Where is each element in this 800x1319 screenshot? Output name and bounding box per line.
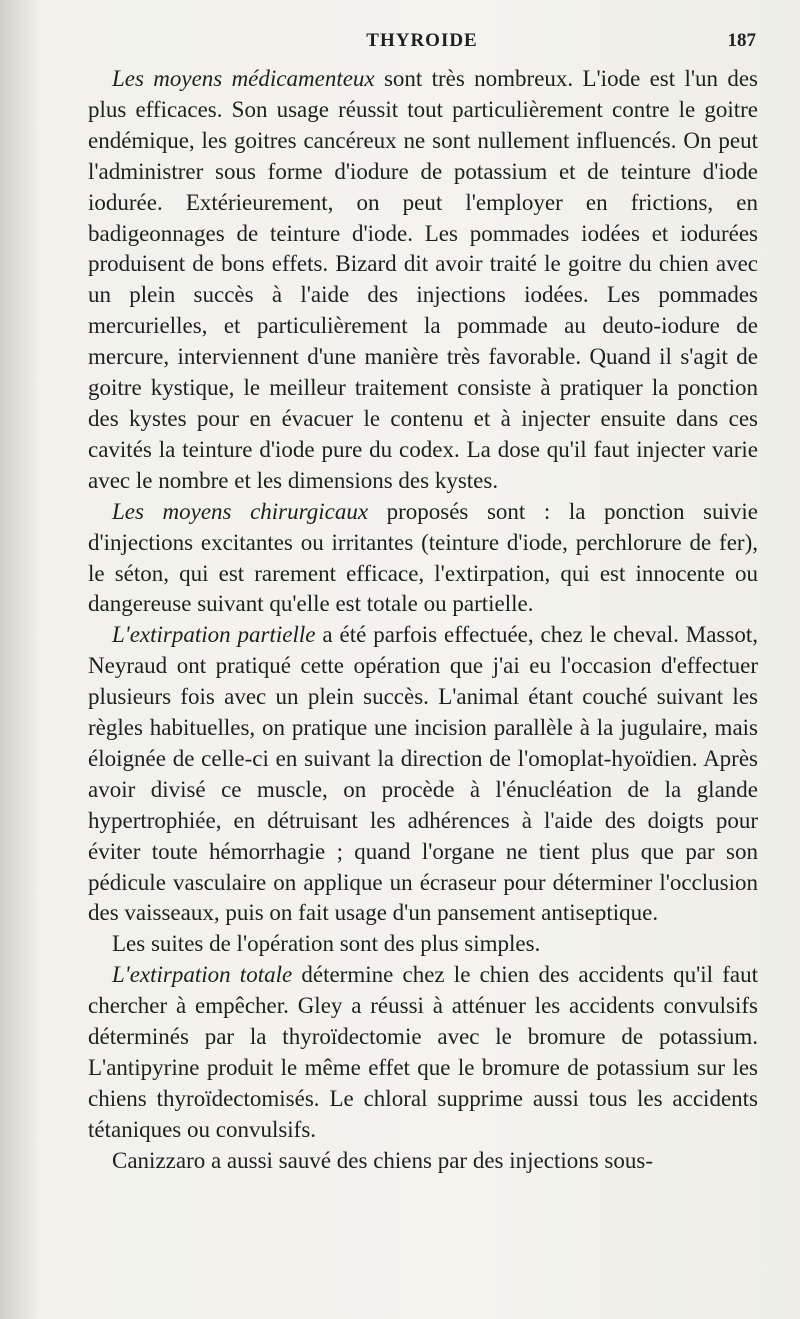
page-number: 187 — [727, 30, 756, 51]
paragraph-lead: L'extirpation partielle — [112, 622, 316, 648]
page-header — [88, 30, 756, 56]
paragraph-moyens-medicamenteux — [88, 64, 758, 497]
paragraph-suites-operation — [88, 929, 758, 960]
paragraph-text: a été parfois effectuée, chez le cheval. Massot, Neyraud ont pratiqué cette opération que j'ai eu l'occasion d'effectuer plusieurs fois avec un plein succès. L'animal étant couché suivant les règles habituelles, on pratique une incision parallèle à la jugulaire, mais éloignée de celle-ci en suivant la direction de l'omoplat-hyoïdien. Après avoir divisé ce muscle, on procède à l'énucléation de la glande hypertrophiée, en détruisant les adhérences à l'aide des doigts pour éviter toute hémorrhagie ; quand l'organe ne tient plus que par son pédicule vasculaire on applique un écraseur pour déterminer l'occlusion des vaisseaux, puis on fait usage d'un pansement antiseptique. — [88, 622, 758, 926]
paragraph-lead: Les moyens médicamenteux — [112, 66, 375, 91]
paragraph-text: Les suites de l'opération sont des plus simples. — [112, 931, 541, 957]
paragraph-extirpation-totale — [88, 960, 758, 1145]
running-title: THYROIDE — [366, 30, 478, 51]
paragraph-moyens-chirurgicaux — [88, 497, 758, 621]
paragraph-text: proposés sont : la ponction suivie d'injections excitantes ou irritantes (teinture d'iode, perchlorure de fer), le séton, qui est rarement efficace, l'extirpation, qui est innocente ou dangereuse suivant qu'elle est totale ou partielle. — [88, 498, 758, 617]
paragraph-extirpation-partielle — [88, 620, 758, 929]
paragraph-canizzaro — [88, 1146, 758, 1177]
paragraph-lead: L'extirpation totale — [112, 962, 293, 988]
paragraph-text: Canizzaro a aussi sauvé des chiens par des injections sous- — [112, 1147, 653, 1173]
paragraph-text: détermine chez le chien des accidents qu'il faut chercher à empêcher. Gley a réussi à atténuer les accidents convulsifs déterminés par la thyroïdectomie avec le bromure de potassium. L'antipyrine produit le même effet que le bromure de potassium sur les chiens thyroïdectomisés. Le chloral supprime aussi tous les accidents tétaniques ou convulsifs. — [88, 962, 758, 1142]
paragraph-lead: Les moyens chirurgicaux — [112, 498, 369, 524]
body-text — [88, 64, 758, 1177]
paragraph-text: sont très nombreux. L'iode est l'un des plus efficaces. Son usage réussit tout particulièrement contre le goitre endémique, les goitres cancéreux ne sont nullement influencés. On peut l'administrer sous forme d'iodure de potassium et de teinture d'iode iodurée. Extérieurement, on peut l'employer en frictions, en badigeonnages de teinture d'iode. Les pommades iodées et iodurées produisent de bons effets. Bizard dit avoir traité le goitre du chien avec un plein succès à l'aide des injections iodées. Les pommades mercurielles, et particulièrement la pommade au deuto-iodure de mercure, interviennent d'une manière très favorable. Quand il s'agit de goitre kystique, le meilleur traitement consiste à pratiquer la ponction des kystes pour en évacuer le contenu et à injecter ensuite dans ces cavités la teinture d'iode pure du codex. La dose qu'il faut injecter varie avec le nombre et les dimensions des kystes. — [88, 66, 758, 493]
